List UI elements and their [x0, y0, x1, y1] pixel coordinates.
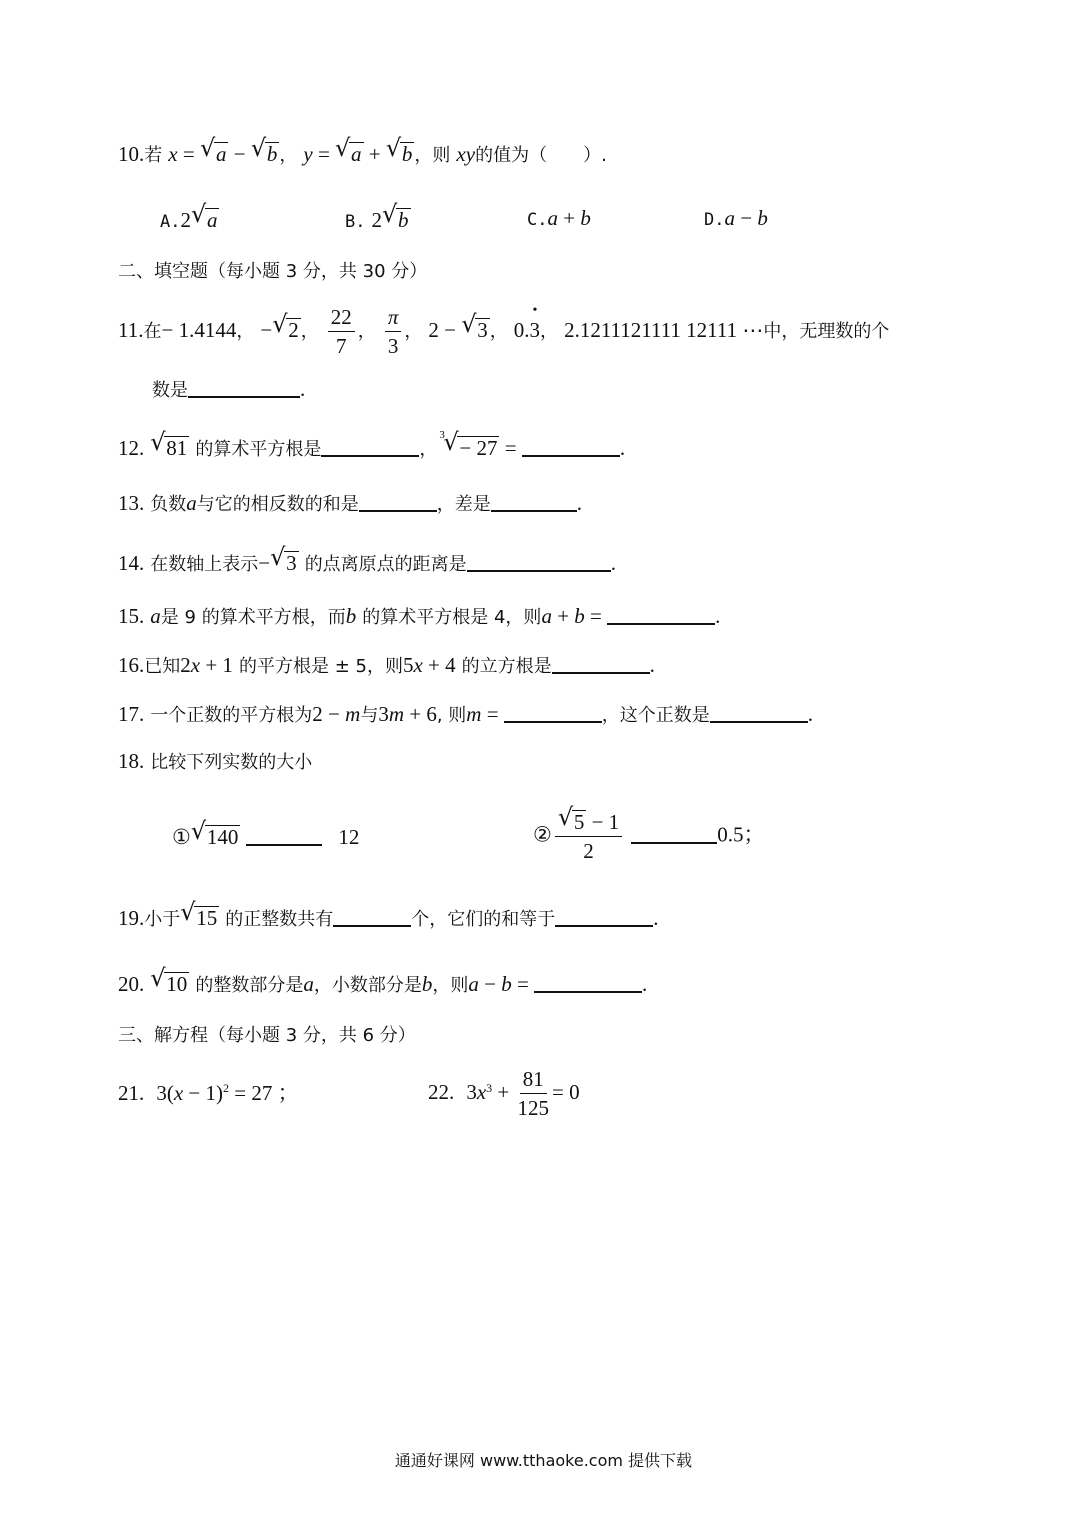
- answer-blank[interactable]: [188, 378, 300, 398]
- answer-blank[interactable]: [491, 492, 577, 512]
- question-20: 20. √ 10 的整数部分是a，小数部分是b，则a − b = .: [118, 964, 648, 996]
- question-15: 15. a是 9 的算术平方根，而b 的算术平方根是 4，则a + b = .: [118, 604, 721, 628]
- question-16: 16.已知2x + 1 的平方根是 ± 5，则5x + 4 的立方根是 .: [118, 653, 655, 677]
- answer-blank[interactable]: [534, 973, 642, 993]
- question-12: 12. √ 81 的算术平方根是 ， 3 √ − 27 = .: [118, 428, 626, 460]
- answer-blank[interactable]: [631, 824, 717, 844]
- q10-option-b: B. 2 √ b: [345, 200, 409, 232]
- question-21: 21. $3(x - 1)^2 = 27$ ；: [118, 1081, 299, 1105]
- question-14: 14. 在数轴上表示− √ 3 的点离原点的距离是 .: [118, 543, 616, 575]
- answer-blank[interactable]: [522, 437, 620, 457]
- answer-blank[interactable]: [504, 703, 602, 723]
- answer-blank[interactable]: [321, 437, 419, 457]
- question-18-part1: ① √ 140 12: [172, 817, 360, 849]
- answer-blank[interactable]: [246, 826, 322, 846]
- section-3-heading: 三、解方程（每小题 3 分，共 6 分）: [118, 1025, 416, 1046]
- question-18-part2: ② √ 5 − 1 2 0.5；: [533, 803, 765, 864]
- answer-blank[interactable]: [333, 907, 411, 927]
- question-11-line2: 数是 .: [152, 377, 306, 401]
- answer-blank[interactable]: [555, 907, 653, 927]
- question-10: 10.若 x = √ a − √ b ， y = √ a + √ b ，则 xy的值为（ ）.: [118, 134, 607, 166]
- q10-option-d: D.a − b: [704, 206, 768, 230]
- question-19: 19.小于 √ 15 的正整数共有 个，它们的和等于 .: [118, 898, 659, 930]
- question-11: 11.在− 1.4144， − √ 2 ， $\frac{22}{7}$ ， $\frac{\pi}{3}$ ， 2 − √ 3 ， 0.3 •， 2.1211121111 12111 ⋯中，无理数的个: [118, 306, 889, 358]
- q10-option-a: A.2 √ a: [160, 200, 218, 232]
- question-22: 22. $3x^3$ + $\frac{81}{125}$ = 0: [428, 1067, 580, 1121]
- answer-blank[interactable]: [607, 605, 715, 625]
- question-18: 18. 比较下列实数的大小: [118, 749, 313, 773]
- footer-credit: 通通好课网 www.tthaoke.com 提供下载: [394, 1451, 693, 1470]
- answer-blank[interactable]: [467, 552, 611, 572]
- answer-blank[interactable]: [552, 654, 650, 674]
- answer-blank[interactable]: [359, 492, 437, 512]
- q10-option-c: C.a + b: [527, 206, 591, 230]
- section-2-heading: 二、填空题（每小题 3 分，共 30 分）: [118, 261, 428, 282]
- question-17: 17. 一个正数的平方根为2 − m与3m + 6, 则m = ，这个正数是 .: [118, 702, 814, 726]
- answer-blank[interactable]: [710, 703, 808, 723]
- question-13: 13. 负数a与它的相反数的和是 ，差是 .: [118, 491, 583, 515]
